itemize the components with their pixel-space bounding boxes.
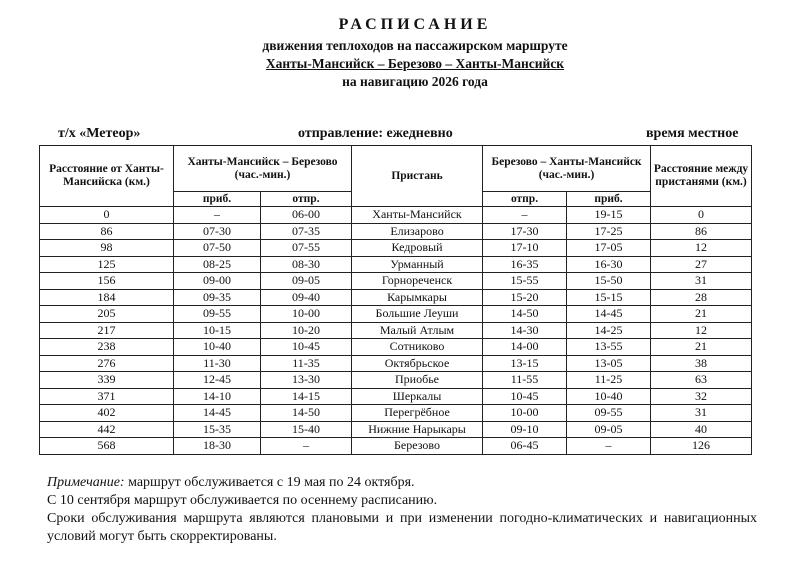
cell-arrival-return: 15-15 [567, 289, 651, 306]
table-row [40, 256, 752, 273]
cell-distance: 156 [40, 273, 174, 290]
cell-distance: 0 [40, 207, 174, 224]
cell-distance: 217 [40, 322, 174, 339]
cell-departure-return: 17-30 [483, 223, 567, 240]
cell-arrival-return: 19-15 [567, 207, 651, 224]
cell-distance: 205 [40, 306, 174, 323]
cell-departure-outbound: 10-45 [261, 339, 352, 356]
table-row [40, 306, 752, 323]
cell-departure-outbound: 06-00 [261, 207, 352, 224]
cell-segment-distance: 38 [651, 355, 752, 372]
cell-departure-return: 06-45 [483, 438, 567, 455]
cell-distance: 276 [40, 355, 174, 372]
cell-arrival-return: – [567, 438, 651, 455]
table-row [40, 207, 752, 224]
cell-arrival-outbound: 07-30 [174, 223, 261, 240]
cell-arrival-return: 16-30 [567, 256, 651, 273]
cell-segment-distance: 63 [651, 372, 752, 389]
cell-arrival-outbound: 09-35 [174, 289, 261, 306]
cell-departure-return: 14-30 [483, 322, 567, 339]
cell-departure-return: 14-00 [483, 339, 567, 356]
cell-distance: 568 [40, 438, 174, 455]
cell-departure-outbound: 14-50 [261, 405, 352, 422]
cell-pier: Перегрёбное [352, 405, 483, 422]
cell-segment-distance: 0 [651, 207, 752, 224]
cell-departure-outbound: 09-40 [261, 289, 352, 306]
cell-pier: Большие Леуши [352, 306, 483, 323]
cell-pier: Приобье [352, 372, 483, 389]
cell-departure-return: 15-20 [483, 289, 567, 306]
cell-segment-distance: 40 [651, 421, 752, 438]
cell-arrival-outbound: 08-25 [174, 256, 261, 273]
season-label: на навигацию 2026 года [342, 74, 488, 89]
cell-arrival-outbound: 07-50 [174, 240, 261, 257]
cell-segment-distance: 12 [651, 240, 752, 257]
cell-departure-outbound: 13-30 [261, 372, 352, 389]
cell-segment-distance: 31 [651, 405, 752, 422]
table-row [40, 240, 752, 257]
cell-segment-distance: 86 [651, 223, 752, 240]
cell-segment-distance: 21 [651, 339, 752, 356]
cell-departure-return: 15-55 [483, 273, 567, 290]
cell-arrival-return: 11-25 [567, 372, 651, 389]
note-disclaimer: Сроки обслуживания маршрута являются плановыми и при изменении погодно-климатических и навигационных условий могут быть скорректированы. [47, 511, 757, 544]
table-row [40, 223, 752, 240]
table-row [40, 339, 752, 356]
cell-departure-outbound: 10-20 [261, 322, 352, 339]
header-distance-from: Расстояние от Ханты-Мансийска (км.) [40, 146, 174, 207]
cell-distance: 184 [40, 289, 174, 306]
cell-departure-outbound: 08-30 [261, 256, 352, 273]
cell-pier: Березово [352, 438, 483, 455]
cell-pier: Шеркалы [352, 388, 483, 405]
table-row [40, 289, 752, 306]
note-season-dates: маршрут обслуживается с 19 мая по 24 октября. [124, 475, 415, 490]
cell-arrival-outbound: 11-30 [174, 355, 261, 372]
table-row [40, 421, 752, 438]
document-subtitle: движения теплоходов на пассажирском маршруте [262, 38, 568, 53]
cell-arrival-return: 10-40 [567, 388, 651, 405]
cell-distance: 371 [40, 388, 174, 405]
cell-pier: Урманный [352, 256, 483, 273]
cell-pier: Сотниково [352, 339, 483, 356]
cell-departure-outbound: 09-05 [261, 273, 352, 290]
cell-arrival-outbound: 18-30 [174, 438, 261, 455]
cell-arrival-return: 09-05 [567, 421, 651, 438]
cell-departure-return: – [483, 207, 567, 224]
table-row [40, 273, 752, 290]
cell-pier: Елизарово [352, 223, 483, 240]
cell-distance: 442 [40, 421, 174, 438]
cell-arrival-return: 17-05 [567, 240, 651, 257]
cell-departure-return: 14-50 [483, 306, 567, 323]
note-autumn-schedule: С 10 сентября маршрут обслуживается по осеннему расписанию. [47, 493, 438, 508]
table-row [40, 322, 752, 339]
departure-frequency: отправление: ежедневно [298, 126, 453, 141]
note-label: Примечание: [47, 475, 125, 490]
cell-distance: 125 [40, 256, 174, 273]
table-row [40, 405, 752, 422]
cell-departure-return: 17-10 [483, 240, 567, 257]
document-title: РАСПИСАНИЕ [338, 16, 492, 33]
cell-distance: 339 [40, 372, 174, 389]
cell-arrival-return: 17-25 [567, 223, 651, 240]
cell-departure-return: 13-15 [483, 355, 567, 372]
header-arrival-outbound: приб. [174, 192, 261, 207]
cell-arrival-outbound: 12-45 [174, 372, 261, 389]
cell-segment-distance: 27 [651, 256, 752, 273]
cell-departure-outbound: 15-40 [261, 421, 352, 438]
route-name: Ханты-Мансийск – Березово – Ханты-Мансийск [265, 56, 565, 71]
cell-departure-return: 11-55 [483, 372, 567, 389]
cell-segment-distance: 126 [651, 438, 752, 455]
vessel-name: т/х «Метеор» [58, 126, 141, 141]
cell-segment-distance: 28 [651, 289, 752, 306]
cell-segment-distance: 12 [651, 322, 752, 339]
header-pier: Пристань [352, 146, 483, 207]
cell-arrival-return: 14-25 [567, 322, 651, 339]
cell-departure-outbound: – [261, 438, 352, 455]
cell-arrival-outbound: 14-45 [174, 405, 261, 422]
cell-arrival-outbound: 10-15 [174, 322, 261, 339]
cell-pier: Нижние Нарыкары [352, 421, 483, 438]
cell-segment-distance: 31 [651, 273, 752, 290]
cell-departure-outbound: 11-35 [261, 355, 352, 372]
cell-pier: Ханты-Мансийск [352, 207, 483, 224]
cell-pier: Октябрьское [352, 355, 483, 372]
header-arrival-return: приб. [567, 192, 651, 207]
notes-block [47, 474, 757, 546]
schedule-table [39, 145, 752, 455]
header-departure-outbound: отпр. [261, 192, 352, 207]
cell-departure-outbound: 07-35 [261, 223, 352, 240]
cell-segment-distance: 32 [651, 388, 752, 405]
header-hm-berezovo: Ханты-Мансийск – Березово (час.-мин.) [174, 146, 352, 192]
cell-arrival-return: 13-05 [567, 355, 651, 372]
cell-arrival-return: 09-55 [567, 405, 651, 422]
cell-arrival-outbound: 10-40 [174, 339, 261, 356]
cell-arrival-return: 15-50 [567, 273, 651, 290]
table-row [40, 372, 752, 389]
cell-pier: Малый Атлым [352, 322, 483, 339]
cell-departure-return: 10-00 [483, 405, 567, 422]
cell-departure-return: 09-10 [483, 421, 567, 438]
cell-distance: 98 [40, 240, 174, 257]
cell-departure-outbound: 07-55 [261, 240, 352, 257]
table-row [40, 355, 752, 372]
schedule-rows [40, 207, 752, 455]
cell-arrival-return: 13-55 [567, 339, 651, 356]
cell-distance: 402 [40, 405, 174, 422]
cell-departure-return: 10-45 [483, 388, 567, 405]
cell-departure-return: 16-35 [483, 256, 567, 273]
header-departure-return: отпр. [483, 192, 567, 207]
table-row [40, 388, 752, 405]
header-berezovo-hm: Березово – Ханты-Мансийск (час.-мин.) [483, 146, 651, 192]
cell-arrival-outbound: 09-55 [174, 306, 261, 323]
cell-arrival-outbound: – [174, 207, 261, 224]
cell-pier: Кедровый [352, 240, 483, 257]
cell-distance: 238 [40, 339, 174, 356]
cell-distance: 86 [40, 223, 174, 240]
cell-arrival-return: 14-45 [567, 306, 651, 323]
time-zone-note: время местное [646, 126, 739, 141]
cell-pier: Карымкары [352, 289, 483, 306]
cell-pier: Горнореченск [352, 273, 483, 290]
header-distance-between: Расстояние между пристанями (км.) [651, 146, 752, 207]
table-row [40, 438, 752, 455]
cell-departure-outbound: 10-00 [261, 306, 352, 323]
cell-segment-distance: 21 [651, 306, 752, 323]
cell-arrival-outbound: 09-00 [174, 273, 261, 290]
cell-arrival-outbound: 15-35 [174, 421, 261, 438]
cell-arrival-outbound: 14-10 [174, 388, 261, 405]
cell-departure-outbound: 14-15 [261, 388, 352, 405]
